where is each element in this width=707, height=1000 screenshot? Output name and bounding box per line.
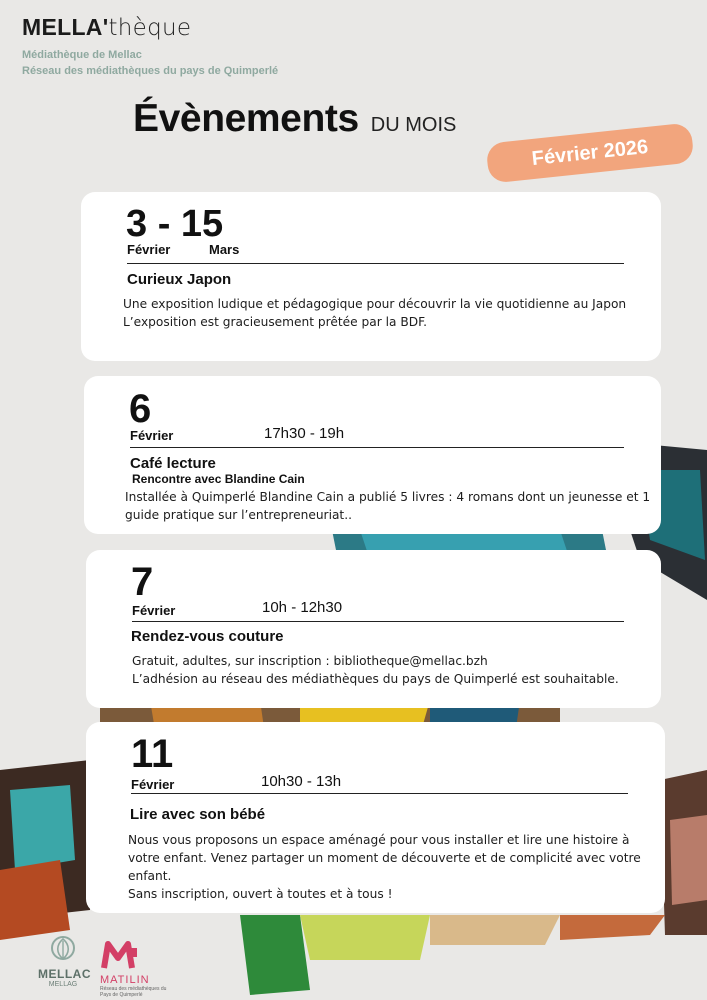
divider (132, 621, 624, 622)
brand-logo (22, 14, 191, 41)
mellac-breton-name: MELLAG (48, 981, 78, 988)
event-description (128, 831, 641, 903)
matilin-name: MATILIN (100, 974, 150, 986)
event-card (86, 550, 661, 708)
page-title (133, 97, 456, 141)
event-date-label-start: Février (127, 242, 171, 257)
description-line: Nous vous proposons un espace aménagé pour vous installer et lire une histoire à (128, 833, 630, 847)
matilin-tagline: Réseau des médiathèques du Pays de Quimperlé (100, 986, 167, 998)
mellac-logo (38, 935, 91, 988)
library-name: Médiathèque de Mellac (22, 49, 142, 61)
event-date: 3 - 15 (126, 203, 224, 245)
event-hours: 10h30 - 13h (261, 773, 342, 790)
divider (127, 263, 624, 264)
month-badge: Février 2026 (485, 122, 694, 183)
description-line: Sans inscription, ouvert à toutes et à tous ! (128, 887, 393, 901)
event-date: 6 (129, 387, 152, 431)
description-line: votre enfant. Venez partager un moment de découverte et de complicité avec votre (128, 851, 641, 865)
brand-name-bold: MELLA' (22, 14, 109, 40)
matilin-emblem-icon (100, 938, 140, 970)
description-line: enfant. (128, 869, 172, 883)
description-line: Gratuit, adultes, sur inscription : bibliotheque@mellac.bzh (132, 654, 488, 668)
event-card (84, 376, 661, 534)
event-title: Rendez-vous couture (131, 628, 284, 645)
event-title: Café lecture (130, 455, 216, 472)
page-title-main: Évènements (133, 97, 359, 140)
event-hours: 10h - 12h30 (262, 599, 343, 616)
network-name: Réseau des médiathèques du pays de Quimperlé (22, 65, 279, 77)
event-title: Lire avec son bébé (130, 806, 266, 823)
event-title: Curieux Japon (127, 271, 232, 288)
event-date: 7 (131, 560, 154, 604)
event-hours: 17h30 - 19h (264, 425, 345, 442)
brand-name-light: thèque (108, 15, 192, 41)
divider (130, 447, 624, 448)
description-line: L’adhésion au réseau des médiathèques du pays de Quimperlé est souhaitable. (132, 672, 619, 686)
matilin-logo (100, 938, 172, 998)
description-line: Installée à Quimperlé Blandine Cain a publié 5 livres : 4 romans dont un jeunesse et 1 (125, 490, 651, 504)
event-description (132, 652, 619, 688)
divider (131, 793, 628, 794)
description-line: Une exposition ludique et pédagogique pour découvrir la vie quotidienne au Japon (123, 297, 627, 311)
event-description (123, 295, 626, 331)
event-date-label-end: Mars (209, 242, 240, 257)
event-date: 11 (131, 732, 174, 776)
event-description (125, 488, 650, 524)
event-date-label: Février (130, 428, 174, 443)
leaf-emblem-icon (46, 935, 80, 963)
event-date-label: Février (132, 603, 176, 618)
description-line: guide pratique sur l’entrepreneuriat.. (125, 508, 352, 522)
event-subtitle: Rencontre avec Blandine Cain (132, 472, 305, 486)
event-date-label: Février (131, 777, 175, 792)
page-title-suffix: DU MOIS (370, 114, 457, 136)
description-line: L’exposition est gracieusement prêtée par la BDF. (123, 315, 428, 329)
mellac-name: MELLAC (38, 967, 91, 981)
event-card (81, 192, 661, 361)
event-card (86, 722, 665, 913)
